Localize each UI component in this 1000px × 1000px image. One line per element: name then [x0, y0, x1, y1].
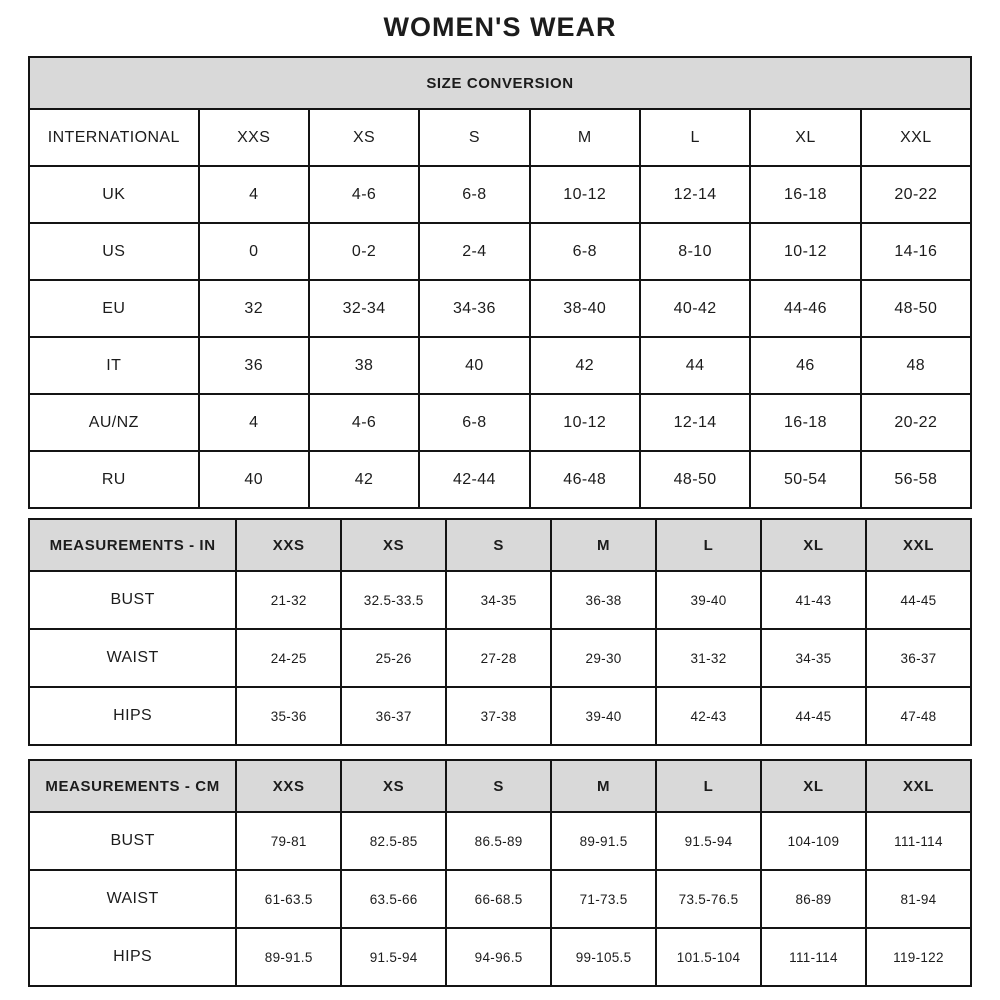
size-header-cell-xs: XS: [341, 519, 446, 571]
table-row-it: [29, 337, 971, 394]
row-label-cell: BUST: [29, 571, 236, 629]
size-header-cell-m: M: [551, 519, 656, 571]
value-cell: 8-10: [640, 223, 750, 280]
value-cell: 89-91.5: [551, 812, 656, 870]
table-row-bust-in: [29, 571, 971, 629]
header-cell-m: M: [530, 109, 640, 166]
value-cell: 42-44: [419, 451, 529, 508]
table-row-waist-in: [29, 629, 971, 687]
measurements-in-header-row: [29, 519, 971, 571]
value-cell: 48-50: [640, 451, 750, 508]
value-cell: 41-43: [761, 571, 866, 629]
value-cell: 32: [199, 280, 309, 337]
table-row-us: [29, 223, 971, 280]
size-header-cell-xxs: XXS: [236, 760, 341, 812]
row-label-cell: HIPS: [29, 928, 236, 986]
table-row-ru: [29, 451, 971, 508]
value-cell: 48-50: [861, 280, 971, 337]
value-cell: 91.5-94: [341, 928, 446, 986]
header-cell-s: S: [419, 109, 529, 166]
value-cell: 6-8: [530, 223, 640, 280]
size-conversion-header-row: [29, 109, 971, 166]
table-row-uk: [29, 166, 971, 223]
value-cell: 34-36: [419, 280, 529, 337]
value-cell: 39-40: [656, 571, 761, 629]
value-cell: 36-38: [551, 571, 656, 629]
value-cell: 31-32: [656, 629, 761, 687]
value-cell: 12-14: [640, 394, 750, 451]
row-label-cell: WAIST: [29, 629, 236, 687]
value-cell: 38-40: [530, 280, 640, 337]
measurements-cm-table: [28, 759, 972, 987]
value-cell: 6-8: [419, 394, 529, 451]
value-cell: 24-25: [236, 629, 341, 687]
size-header-cell-m: M: [551, 760, 656, 812]
value-cell: 44-46: [750, 280, 860, 337]
value-cell: 46: [750, 337, 860, 394]
value-cell: 42: [530, 337, 640, 394]
header-cell-international: INTERNATIONAL: [29, 109, 199, 166]
value-cell: 44-45: [761, 687, 866, 745]
value-cell: 48: [861, 337, 971, 394]
value-cell: 0: [199, 223, 309, 280]
value-cell: 10-12: [530, 166, 640, 223]
value-cell: 46-48: [530, 451, 640, 508]
value-cell: 63.5-66: [341, 870, 446, 928]
measurements-in-title: MEASUREMENTS - IN: [29, 519, 236, 571]
header-cell-l: L: [640, 109, 750, 166]
value-cell: 40: [199, 451, 309, 508]
value-cell: 27-28: [446, 629, 551, 687]
value-cell: 91.5-94: [656, 812, 761, 870]
value-cell: 47-48: [866, 687, 971, 745]
value-cell: 2-4: [419, 223, 529, 280]
value-cell: 89-91.5: [236, 928, 341, 986]
row-label-cell: HIPS: [29, 687, 236, 745]
value-cell: 40-42: [640, 280, 750, 337]
value-cell: 20-22: [861, 394, 971, 451]
size-conversion-table: [28, 56, 972, 509]
value-cell: 39-40: [551, 687, 656, 745]
value-cell: 36-37: [866, 629, 971, 687]
measurements-cm-title: MEASUREMENTS - CM: [29, 760, 236, 812]
value-cell: 38: [309, 337, 419, 394]
size-header-cell-xxs: XXS: [236, 519, 341, 571]
page-title: WOMEN'S WEAR: [383, 12, 617, 42]
value-cell: 10-12: [530, 394, 640, 451]
header-cell-xl: XL: [750, 109, 860, 166]
table-row-hips-cm: [29, 928, 971, 986]
size-header-cell-l: L: [656, 760, 761, 812]
header-cell-xxl: XXL: [861, 109, 971, 166]
value-cell: 20-22: [861, 166, 971, 223]
table-row-eu: [29, 280, 971, 337]
size-header-cell-xl: XL: [761, 519, 866, 571]
value-cell: 61-63.5: [236, 870, 341, 928]
size-conversion-title-row: [29, 57, 971, 109]
row-label-cell: UK: [29, 166, 199, 223]
value-cell: 44: [640, 337, 750, 394]
value-cell: 99-105.5: [551, 928, 656, 986]
row-label-cell: RU: [29, 451, 199, 508]
value-cell: 104-109: [761, 812, 866, 870]
value-cell: 29-30: [551, 629, 656, 687]
size-header-cell-xxl: XXL: [866, 519, 971, 571]
value-cell: 12-14: [640, 166, 750, 223]
size-header-cell-xxl: XXL: [866, 760, 971, 812]
value-cell: 94-96.5: [446, 928, 551, 986]
value-cell: 82.5-85: [341, 812, 446, 870]
value-cell: 34-35: [446, 571, 551, 629]
value-cell: 14-16: [861, 223, 971, 280]
row-label-cell: US: [29, 223, 199, 280]
value-cell: 10-12: [750, 223, 860, 280]
value-cell: 66-68.5: [446, 870, 551, 928]
header-cell-xxs: XXS: [199, 109, 309, 166]
size-conversion-title: SIZE CONVERSION: [29, 57, 971, 109]
row-label-cell: WAIST: [29, 870, 236, 928]
value-cell: 32.5-33.5: [341, 571, 446, 629]
value-cell: 37-38: [446, 687, 551, 745]
table-row-hips-in: [29, 687, 971, 745]
value-cell: 32-34: [309, 280, 419, 337]
table-row-bust-cm: [29, 812, 971, 870]
value-cell: 79-81: [236, 812, 341, 870]
measurements-cm-header-row: [29, 760, 971, 812]
value-cell: 71-73.5: [551, 870, 656, 928]
table-row-waist-cm: [29, 870, 971, 928]
value-cell: 6-8: [419, 166, 529, 223]
value-cell: 44-45: [866, 571, 971, 629]
value-cell: 81-94: [866, 870, 971, 928]
row-label-cell: EU: [29, 280, 199, 337]
value-cell: 0-2: [309, 223, 419, 280]
value-cell: 34-35: [761, 629, 866, 687]
value-cell: 40: [419, 337, 529, 394]
value-cell: 16-18: [750, 166, 860, 223]
size-header-cell-s: S: [446, 519, 551, 571]
value-cell: 36: [199, 337, 309, 394]
value-cell: 4: [199, 394, 309, 451]
value-cell: 42: [309, 451, 419, 508]
value-cell: 111-114: [866, 812, 971, 870]
value-cell: 111-114: [761, 928, 866, 986]
value-cell: 86-89: [761, 870, 866, 928]
value-cell: 119-122: [866, 928, 971, 986]
size-header-cell-s: S: [446, 760, 551, 812]
value-cell: 25-26: [341, 629, 446, 687]
value-cell: 16-18: [750, 394, 860, 451]
size-header-cell-xl: XL: [761, 760, 866, 812]
value-cell: 36-37: [341, 687, 446, 745]
size-header-cell-xs: XS: [341, 760, 446, 812]
value-cell: 35-36: [236, 687, 341, 745]
row-label-cell: IT: [29, 337, 199, 394]
table-row-aunz: [29, 394, 971, 451]
value-cell: 56-58: [861, 451, 971, 508]
value-cell: 4: [199, 166, 309, 223]
value-cell: 86.5-89: [446, 812, 551, 870]
value-cell: 50-54: [750, 451, 860, 508]
value-cell: 42-43: [656, 687, 761, 745]
value-cell: 21-32: [236, 571, 341, 629]
row-label-cell: BUST: [29, 812, 236, 870]
measurements-in-table: [28, 518, 972, 746]
value-cell: 4-6: [309, 166, 419, 223]
value-cell: 101.5-104: [656, 928, 761, 986]
header-cell-xs: XS: [309, 109, 419, 166]
value-cell: 73.5-76.5: [656, 870, 761, 928]
value-cell: 4-6: [309, 394, 419, 451]
size-header-cell-l: L: [656, 519, 761, 571]
row-label-cell: AU/NZ: [29, 394, 199, 451]
